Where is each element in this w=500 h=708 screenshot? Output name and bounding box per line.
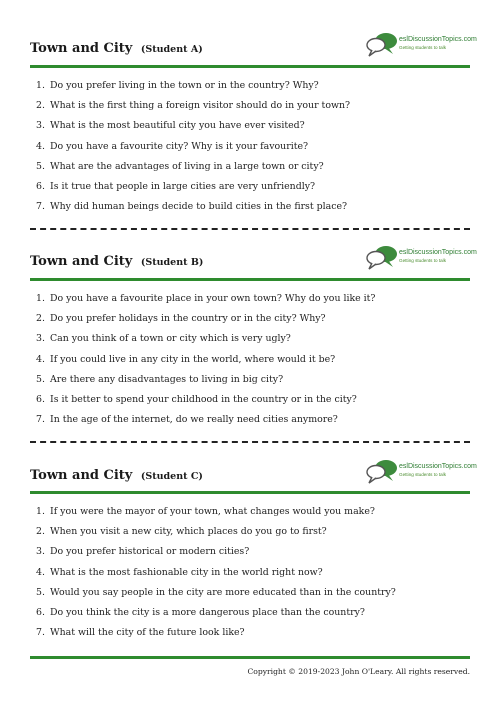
list-item: 1. Do you prefer living in the town or in the country? Why? <box>36 80 319 91</box>
section-title <box>30 468 203 483</box>
question-text: Is it better to spend your childhood in the country or in the city? <box>50 393 357 405</box>
student-label: (Student A) <box>140 44 203 55</box>
question-text: Is it true that people in large cities are very unfriendly? <box>50 180 316 192</box>
header-rule <box>30 491 470 494</box>
cut-line <box>30 441 470 443</box>
brand-tagline: Getting students to talk <box>399 45 446 50</box>
question-text: Do you have a favourite city? Why is it your favourite? <box>50 140 309 152</box>
list-item: 4. What is the most fashionable city in the world right now? <box>36 566 323 578</box>
list-item: 2. When you visit a new city, which places do you go to first? <box>36 526 327 538</box>
list-item: 7. In the age of the internet, do we really need cities anymore? <box>36 414 338 426</box>
question-text: Do you have a favourite place in your own town? Why do you like it? <box>50 293 376 304</box>
speech-bubbles-icon <box>364 243 398 273</box>
list-item: 6. Is it true that people in large cities are very unfriendly? <box>36 180 316 192</box>
brand-logo <box>364 30 477 62</box>
question-text: Would you say people in the city are more educated than in the country? <box>50 586 396 598</box>
question-text: Do you prefer living in the town or in the country? Why? <box>50 80 319 91</box>
section-header <box>30 249 477 279</box>
student-label: (Student C) <box>140 471 203 482</box>
list-item: 3. Can you think of a town or city which is very ugly? <box>36 333 291 345</box>
question-text: When you visit a new city, which places do you go to first? <box>50 526 327 538</box>
section-title <box>30 254 203 269</box>
list-item: 3. What is the most beautiful city you have ever visited? <box>36 120 305 132</box>
cut-line <box>30 228 470 230</box>
question-text: What are the advantages of living in a large town or city? <box>50 160 324 172</box>
question-text: Why did human beings decide to build cities in the first place? <box>50 201 348 213</box>
title-text: Town and City <box>30 41 133 56</box>
question-text: In the age of the internet, do we really need cities anymore? <box>50 414 338 426</box>
question-list <box>30 79 470 220</box>
question-list <box>30 292 470 433</box>
list-item: 4. Do you have a favourite city? Why is it your favourite? <box>36 140 309 152</box>
speech-bubbles-icon <box>364 30 398 60</box>
list-item: 7. Why did human beings decide to build cities in the first place? <box>36 201 348 213</box>
student-label: (Student B) <box>140 257 204 268</box>
list-item: 3. Do you prefer historical or modern cities? <box>36 546 250 558</box>
footer-rule <box>30 656 470 659</box>
question-text: What will the city of the future look like? <box>50 627 245 639</box>
list-item: 5. Would you say people in the city are more educated than in the country? <box>36 586 396 598</box>
question-text: If you could live in any city in the world, where would it be? <box>50 353 336 365</box>
brand-tagline: Getting students to talk <box>399 258 446 263</box>
title-text: Town and City <box>30 468 133 483</box>
question-text: Are there any disadvantages to living in big city? <box>50 373 284 385</box>
section-header <box>30 36 477 66</box>
question-text: What is the most beautiful city you have ever visited? <box>50 120 305 132</box>
list-item: 5. What are the advantages of living in a large town or city? <box>36 160 324 172</box>
brand-logo <box>364 457 477 489</box>
brand-logo <box>364 243 477 275</box>
list-item: 1. Do you have a favourite place in your own town? Why do you like it? <box>36 293 376 304</box>
question-list <box>30 505 470 646</box>
brand-name: eslDiscussionTopics.com <box>399 36 477 43</box>
question-text: Do you prefer holidays in the country or in the city? Why? <box>50 313 326 325</box>
question-text: Do you think the city is a more dangerous place than the country? <box>50 606 365 618</box>
question-text: What is the first thing a foreign visitor should do in your town? <box>50 100 351 112</box>
speech-bubbles-icon <box>364 457 398 487</box>
list-item: 2. Do you prefer holidays in the country or in the city? Why? <box>36 313 326 325</box>
question-text: Can you think of a town or city which is very ugly? <box>50 333 291 345</box>
header-rule <box>30 278 470 281</box>
list-item: 7. What will the city of the future look like? <box>36 627 245 639</box>
list-item: 4. If you could live in any city in the world, where would it be? <box>36 353 336 365</box>
list-item: 6. Is it better to spend your childhood in the country or in the city? <box>36 393 357 405</box>
question-text: What is the most fashionable city in the world right now? <box>50 566 323 578</box>
title-text: Town and City <box>30 254 133 269</box>
question-text: Do you prefer historical or modern cities? <box>50 546 250 558</box>
brand-tagline: Getting students to talk <box>399 472 446 477</box>
copyright-notice: Copyright © 2019-2023 John O'Leary. All rights reserved. <box>247 667 470 676</box>
question-text: If you were the mayor of your town, what changes would you make? <box>50 506 375 517</box>
section-title <box>30 41 203 56</box>
list-item: 2. What is the first thing a foreign visitor should do in your town? <box>36 100 351 112</box>
brand-name: eslDiscussionTopics.com <box>399 463 477 470</box>
list-item: 5. Are there any disadvantages to living in big city? <box>36 373 284 385</box>
brand-name: eslDiscussionTopics.com <box>399 249 477 256</box>
list-item: 6. Do you think the city is a more dangerous place than the country? <box>36 606 365 618</box>
header-rule <box>30 65 470 68</box>
section-header <box>30 463 477 493</box>
list-item: 1. If you were the mayor of your town, what changes would you make? <box>36 506 375 517</box>
